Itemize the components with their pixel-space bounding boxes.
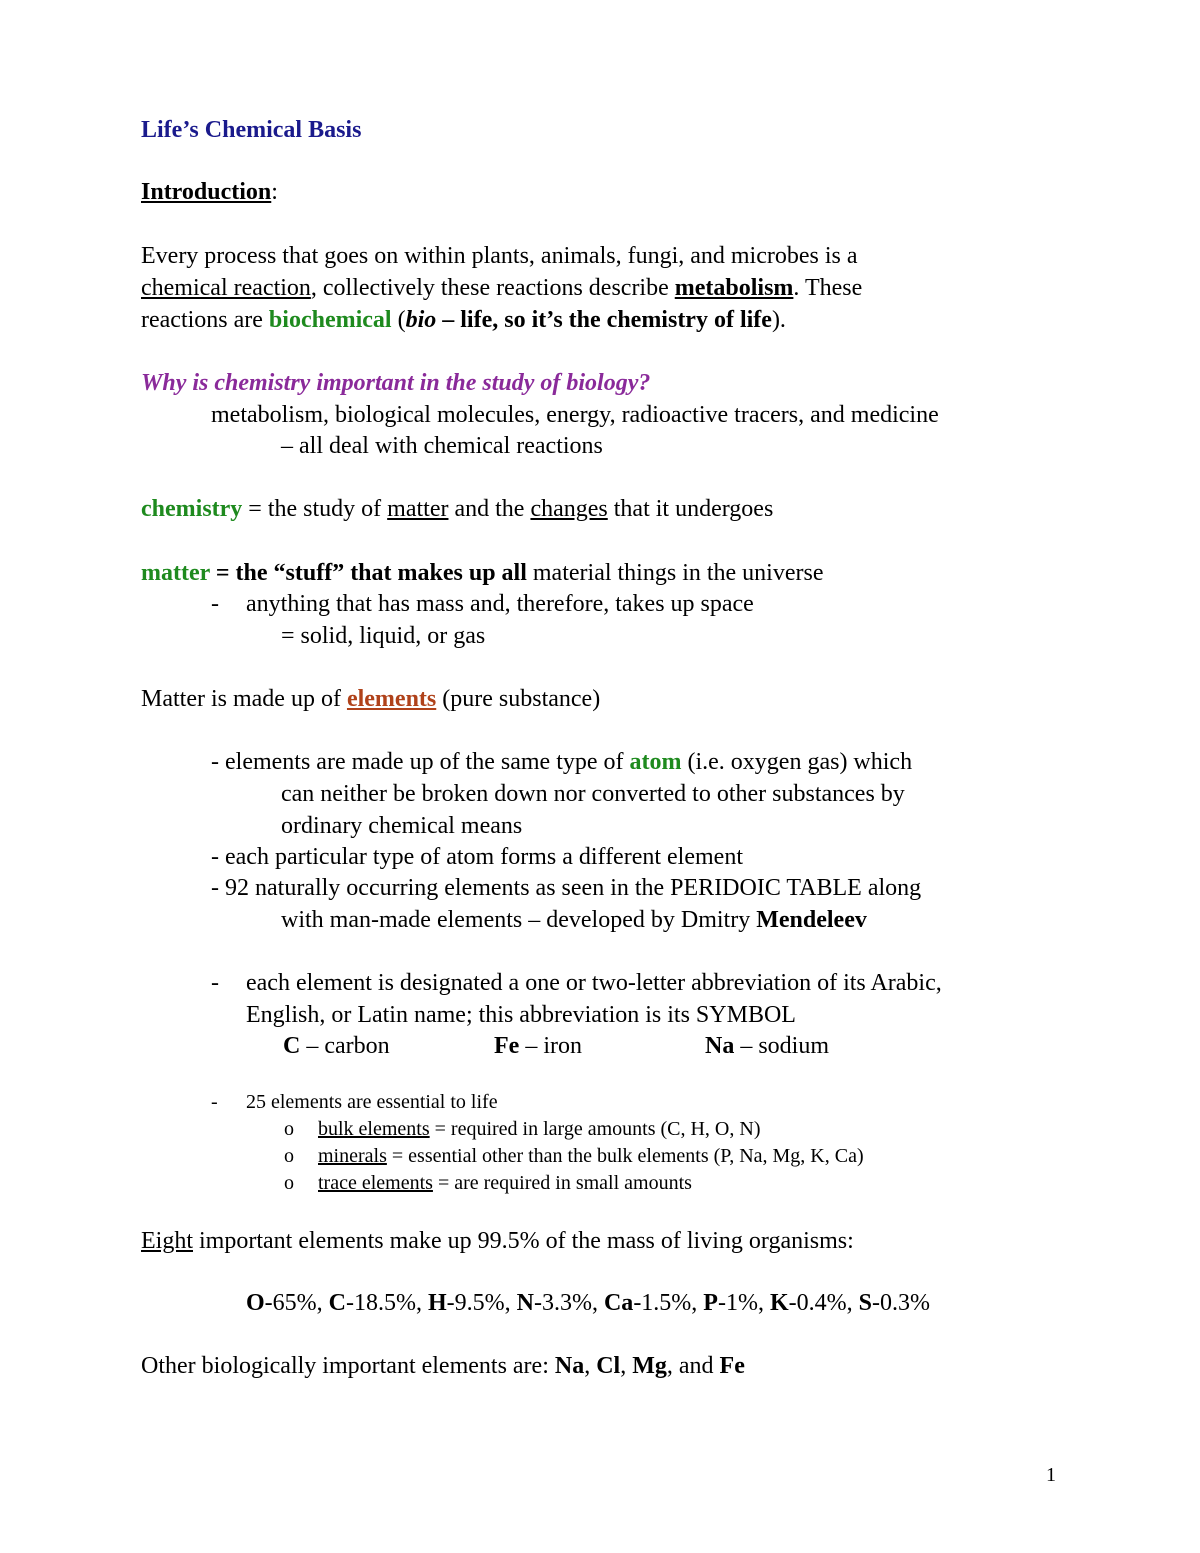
element-k-pct: -0.4%, [788, 1290, 859, 1316]
matter-def-bold: = the “stuff” that makes up all [209, 560, 527, 586]
symbol-c: C [283, 1033, 301, 1059]
other-cl: Cl [596, 1353, 621, 1379]
elements-point-1-line-2: can neither be broken down nor converted to other substances by [281, 781, 905, 807]
elements-point-3-line-2 [281, 905, 867, 935]
intro-line-3-paren: ( [391, 307, 406, 333]
elements-point-3: - 92 naturally occurring elements as seen in the PERIDOIC TABLE along [211, 875, 922, 901]
essential-item-trace [318, 1170, 692, 1196]
symbol-example-sodium [705, 1031, 829, 1061]
intro-line-2 [141, 273, 862, 303]
element-s: S [858, 1290, 872, 1316]
minerals-term: minerals [318, 1145, 387, 1167]
element-k: K [769, 1290, 789, 1316]
why-question: Why is chemistry important in the study of biology? [141, 370, 651, 396]
eight-elements-rest: important elements make up 99.5% of the mass of living organisms: [193, 1228, 854, 1254]
elements-term: elements [346, 686, 437, 712]
chemistry-definition [141, 494, 773, 524]
intro-line-3 [141, 305, 786, 335]
elements-intro-b: (pure substance) [436, 686, 601, 712]
other-fe: Fe [719, 1353, 745, 1379]
element-p-pct: -1%, [717, 1290, 770, 1316]
document-title: Life’s Chemical Basis [141, 117, 362, 143]
why-answer-line-2: – all deal with chemical reactions [281, 433, 603, 459]
intro-line-3-end: ). [771, 307, 786, 333]
elements-intro [141, 684, 600, 714]
introduction-heading-line [141, 177, 278, 207]
essential-line-1: 25 elements are essential to life [246, 1091, 498, 1113]
introduction-colon: : [271, 179, 278, 205]
other-sep-1: , [584, 1353, 597, 1379]
bio-term: bio [405, 307, 437, 333]
matter-underlined: matter [387, 496, 449, 522]
other-elements-text: Other biologically important elements are: [141, 1353, 555, 1379]
bullet-icon: o [284, 1145, 294, 1167]
eight-word: Eight [141, 1228, 193, 1254]
introduction-heading: Introduction [141, 179, 272, 205]
symbols-line-2: English, or Latin name; this abbreviation is its SYMBOL [246, 1002, 796, 1028]
matter-definition [141, 558, 823, 588]
essential-item-bulk [318, 1116, 760, 1142]
element-ca: Ca [603, 1290, 634, 1316]
bulk-elements-term: bulk elements [318, 1118, 430, 1140]
why-answer-line-1: metabolism, biological molecules, energy, radioactive tracers, and medicine [211, 402, 939, 428]
other-sep-3: , and [666, 1353, 720, 1379]
page-number: 1 [1046, 1464, 1056, 1486]
eight-elements-line [141, 1226, 854, 1256]
matter-line-2: anything that has mass and, therefore, takes up space [246, 591, 754, 617]
trace-elements-def: = are required in small amounts [432, 1172, 692, 1194]
intro-line-3-start: reactions are [141, 307, 269, 333]
element-o: O [246, 1290, 265, 1316]
elements-intro-a: Matter is made up of [141, 686, 347, 712]
symbol-example-iron [494, 1031, 582, 1061]
mendeleev-name: Mendeleev [756, 907, 867, 933]
element-n: N [516, 1290, 534, 1316]
bullet-icon: o [284, 1118, 294, 1140]
minerals-def: = essential other than the bulk elements (P, Na, Mg, K, Ca) [386, 1145, 864, 1167]
symbols-dash: - [211, 970, 219, 996]
chemistry-def-e: that it undergoes [607, 496, 774, 522]
element-c: C [328, 1290, 346, 1316]
essential-item-minerals [318, 1143, 864, 1169]
matter-def-rest: material things in the universe [526, 560, 824, 586]
elements-point-1 [211, 747, 912, 777]
element-s-pct: -0.3% [871, 1290, 930, 1316]
other-sep-2: , [620, 1353, 633, 1379]
chemistry-term: chemistry [141, 496, 243, 522]
other-mg: Mg [632, 1353, 667, 1379]
matter-term: matter [141, 560, 210, 586]
other-elements-line [141, 1351, 745, 1381]
element-ca-pct: -1.5%, [633, 1290, 704, 1316]
chemistry-def-c: and the [448, 496, 531, 522]
elements-point-3-line-2-a: with man-made elements – developed by Dmitry [281, 907, 757, 933]
element-h-pct: -9.5%, [446, 1290, 517, 1316]
bullet-icon: o [284, 1172, 294, 1194]
bio-definition: – life, so it’s the chemistry of life [436, 307, 772, 333]
symbol-example-carbon [283, 1031, 390, 1061]
elements-point-2: - each particular type of atom forms a different element [211, 844, 743, 870]
changes-underlined: changes [530, 496, 608, 522]
symbol-c-name: – carbon [300, 1033, 390, 1059]
essential-dash: - [211, 1091, 218, 1113]
symbol-na-name: – sodium [734, 1033, 830, 1059]
elements-point-1-a: - elements are made up of the same type of [211, 749, 630, 775]
element-n-pct: -3.3%, [533, 1290, 604, 1316]
symbols-line-1: each element is designated a one or two-letter abbreviation of its Arabic, [246, 970, 942, 996]
element-c-pct: -18.5%, [346, 1290, 428, 1316]
metabolism-term: metabolism [674, 275, 794, 301]
element-percent-list [246, 1288, 930, 1318]
other-na: Na [554, 1353, 585, 1379]
matter-dash: - [211, 591, 219, 617]
atom-term: atom [629, 749, 682, 775]
trace-elements-term: trace elements [318, 1172, 433, 1194]
chemistry-def-a: = the study of [242, 496, 388, 522]
element-p: P [703, 1290, 718, 1316]
elements-point-1-line-3: ordinary chemical means [281, 813, 523, 839]
symbol-fe-name: – iron [519, 1033, 582, 1059]
element-o-pct: -65%, [264, 1290, 329, 1316]
elements-point-1-b: (i.e. oxygen gas) which [681, 749, 913, 775]
intro-line-2-end: . These [793, 275, 863, 301]
element-h: H [427, 1290, 447, 1316]
symbol-fe: Fe [494, 1033, 520, 1059]
intro-line-2-text: , collectively these reactions describe [310, 275, 675, 301]
chemical-reaction-term: chemical reaction [141, 275, 311, 301]
bulk-elements-def: = required in large amounts (C, H, O, N) [429, 1118, 761, 1140]
biochemical-term: biochemical [268, 307, 392, 333]
symbol-na: Na [705, 1033, 735, 1059]
matter-line-3: = solid, liquid, or gas [281, 623, 486, 649]
intro-line-1: Every process that goes on within plants, animals, fungi, and microbes is a [141, 243, 858, 269]
